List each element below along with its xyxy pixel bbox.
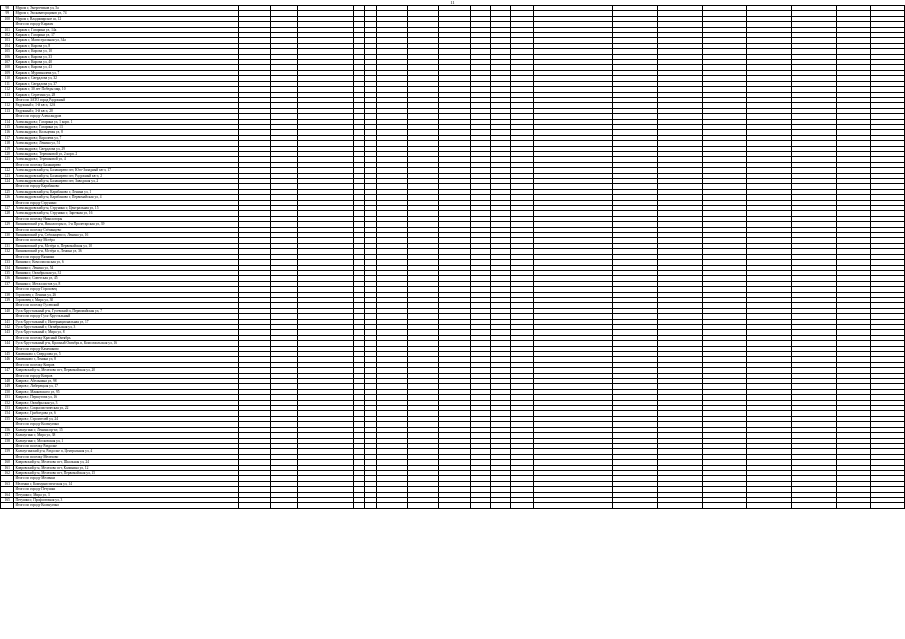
- address-cell: Итого по городу Киржач: [14, 22, 239, 27]
- row-number-cell: 159: [1, 449, 14, 454]
- address-cell: Ковровский р-н, Мелехово пгт, Калинина ул, 12: [14, 465, 239, 470]
- address-cell: Александров г, Ленина ул, 51: [14, 141, 239, 146]
- data-cell: [533, 503, 612, 508]
- row-number-cell: 134: [1, 265, 14, 270]
- page-number: 11: [450, 0, 455, 5]
- address-cell: Итого по городу Меленки: [14, 476, 239, 481]
- address-cell: Вязники г, Металлистов ул, 8: [14, 281, 239, 286]
- row-number-cell: 156: [1, 427, 14, 432]
- row-number-cell: 155: [1, 416, 14, 421]
- row-number-cell: 161: [1, 465, 14, 470]
- data-cell: [407, 503, 438, 508]
- address-cell: Гороховец г, Ленина ул, 26: [14, 292, 239, 297]
- address-cell: Киржач г, Свердлова ул, 37: [14, 81, 239, 86]
- row-number-cell: 100: [1, 16, 14, 21]
- address-cell: Ковров г, Строителей ул, 24: [14, 416, 239, 421]
- row-number-cell: 117: [1, 135, 14, 140]
- housing-register-table: [0, 5, 905, 509]
- row-number-cell: 164: [1, 492, 14, 497]
- data-cell: [657, 503, 702, 508]
- address-cell: Итого по городу Струнино: [14, 200, 239, 205]
- address-cell: Киржач г, Магистральная ул, 34а: [14, 38, 239, 43]
- address-cell: Кольчугино г, Мира ул, 38: [14, 433, 239, 438]
- row-number-cell: 160: [1, 460, 14, 465]
- row-number-cell: 105: [1, 49, 14, 54]
- row-number-cell: 106: [1, 54, 14, 59]
- row-number-cell: 114: [1, 119, 14, 124]
- row-number-cell: 149: [1, 384, 14, 389]
- address-cell: Вязники г, Ленина ул, 54: [14, 265, 239, 270]
- data-cell: [702, 503, 747, 508]
- address-cell: Итого по поселку Раздолье: [14, 443, 239, 448]
- address-cell: Киржач г, Гагарина ул, 14а: [14, 27, 239, 32]
- row-number-cell: 99: [1, 11, 14, 16]
- address-cell: Муром г, Экскаваторщиков ул, 74: [14, 11, 239, 16]
- address-cell: Петушки г, Мира ул, 3: [14, 492, 239, 497]
- data-cell: [511, 503, 533, 508]
- address-cell: Александров г, Терешковой ул, 2 корп. 2: [14, 151, 239, 156]
- address-cell: Александров г, Свердлова ул, 29: [14, 146, 239, 151]
- data-cell: [747, 503, 792, 508]
- address-cell: Гусь-Хрустальный г, Октябрьская ул, 3: [14, 324, 239, 329]
- data-cell: [792, 503, 837, 508]
- table-subtotal-row: [1, 503, 905, 508]
- address-cell: Александровский р-н, Балакирево пгт, Заводская ул, 2: [14, 179, 239, 184]
- row-number-cell: 150: [1, 389, 14, 394]
- address-cell: Итого по поселку Мстёра: [14, 238, 239, 243]
- data-cell: [837, 503, 871, 508]
- data-cell: [871, 503, 905, 508]
- row-number-cell: 137: [1, 281, 14, 286]
- address-cell: Ковров г, Абельмана ул, 98: [14, 379, 239, 384]
- address-cell: Ковров г, Октябрьская ул, 3: [14, 400, 239, 405]
- address-cell: Камешково г, Ленина ул, 8: [14, 357, 239, 362]
- address-cell: Итого по поселку Стёпанцево: [14, 227, 239, 232]
- address-cell: Ковровский р-н, Мелехово пгт, Первомайская ул, 15: [14, 470, 239, 475]
- row-number-cell: 122: [1, 168, 14, 173]
- address-cell: Александров г, Гагарина ул, 1 корп. 1: [14, 119, 239, 124]
- row-number-cell: 98: [1, 6, 14, 11]
- address-cell: Вязниковский р-н, Мстёра п, Первомайская ул, 10: [14, 243, 239, 248]
- row-number-cell: 112: [1, 87, 14, 92]
- row-number-cell: 104: [1, 43, 14, 48]
- row-number-cell: 125: [1, 189, 14, 194]
- address-cell: Итого по городу Камешково: [14, 346, 239, 351]
- row-number-cell: 116: [1, 130, 14, 135]
- address-cell: Гусь-Хрустальный р-н, Красный Октябрь п, Комсомольская ул, 16: [14, 341, 239, 346]
- row-number-cell: 107: [1, 60, 14, 65]
- address-cell: Итого по поселку Никологоры: [14, 216, 239, 221]
- address-cell: Муром г, Владимирское ш, 12: [14, 16, 239, 21]
- row-number-cell: 154: [1, 411, 14, 416]
- row-number-cell: 145: [1, 352, 14, 357]
- row-number-cell: 109: [1, 70, 14, 75]
- row-number-cell: 103: [1, 38, 14, 43]
- row-number-cell: 129: [1, 222, 14, 227]
- address-cell: Ковров г, Социалистическая ул, 22: [14, 406, 239, 411]
- row-number-cell: 144: [1, 341, 14, 346]
- address-cell: Вязники г, Комсомольская ул, 6: [14, 260, 239, 265]
- address-cell: Александровский р-н, Карабаново г, Ленина ул, 1: [14, 189, 239, 194]
- address-cell: Киржач г, Кирова ул, 8: [14, 43, 239, 48]
- row-number-cell: 123: [1, 173, 14, 178]
- row-number-cell: 141: [1, 319, 14, 324]
- data-cell: [612, 503, 657, 508]
- address-cell: Александровский р-н, Струнино г, Центральная ул, 15: [14, 206, 239, 211]
- row-number-cell: 136: [1, 276, 14, 281]
- address-cell: Итого по городу Гороховец: [14, 287, 239, 292]
- data-cell: [470, 503, 490, 508]
- address-cell: Ковров г, Грибоедова ул, 6: [14, 411, 239, 416]
- address-cell: Киржач г, Кирова ул, 43: [14, 65, 239, 70]
- address-cell: Ковров г, Першутова ул, 16: [14, 395, 239, 400]
- address-cell: Кольчугинский р-н, Раздолье п, Центральная ул, 4: [14, 449, 239, 454]
- row-number-cell: 113: [1, 92, 14, 97]
- row-number-cell: 120: [1, 151, 14, 156]
- address-cell: Кольчугино г, Ленина пр-кт, 15: [14, 427, 239, 432]
- address-cell: Александров г, Терешковой ул, 4: [14, 157, 239, 162]
- address-cell: Киржач г, Мургиналева ул, 7: [14, 70, 239, 75]
- address-cell: Киржач г, Кирова ул, 40: [14, 60, 239, 65]
- address-cell: Александров г, Королева ул, 7: [14, 135, 239, 140]
- address-cell: Александровский р-н, Струнино г, Заречная ул, 16: [14, 211, 239, 216]
- row-number-cell: 102: [1, 33, 14, 38]
- address-cell: Итого по городу Ковров: [14, 373, 239, 378]
- row-number-cell: 124: [1, 179, 14, 184]
- address-cell: Вязниковский р-н, Стёпанцево п, Ленина ул, 16: [14, 233, 239, 238]
- address-cell: Александров г, Гагарина ул, 13: [14, 124, 239, 129]
- data-cell: [491, 503, 511, 508]
- address-cell: Ковровский р-н, Мелехово пгт, Первомайская ул, 20: [14, 368, 239, 373]
- row-number-cell: 111: [1, 81, 14, 86]
- address-cell: Киржач г, Гагарина ул, 17: [14, 33, 239, 38]
- row-number-cell: 148: [1, 379, 14, 384]
- address-cell: Итого по городу Гусь-Хрустальный: [14, 314, 239, 319]
- address-cell: Вязниковский р-н, Никологоры п, 1-я Пролетарская ул, 39: [14, 222, 239, 227]
- data-cell: [297, 503, 353, 508]
- row-number-cell: 112: [1, 103, 14, 108]
- row-number-cell: 146: [1, 357, 14, 362]
- row-number-cell: 133: [1, 260, 14, 265]
- address-cell: Гусь-Хрустальный г, Интернациональная ул, 17: [14, 319, 239, 324]
- data-cell: [270, 503, 297, 508]
- address-cell: Ковровский р-н, Мелехово пгт, Школьная ул, 24: [14, 460, 239, 465]
- row-number-cell: 127: [1, 206, 14, 211]
- data-cell: [239, 503, 270, 508]
- row-number-cell: 147: [1, 368, 14, 373]
- row-number-cell: 115: [1, 124, 14, 129]
- address-cell: Итого по городу Карабаново: [14, 184, 239, 189]
- data-cell: [354, 503, 365, 508]
- row-number-cell: 128: [1, 211, 14, 216]
- row-number-cell: 153: [1, 406, 14, 411]
- address-cell: Гусь-Хрустальный р-н, Гусевский п, Первомайская ул, 7: [14, 308, 239, 313]
- data-cell: [439, 503, 470, 508]
- address-cell: Киржач г, Кирова ул, 33: [14, 54, 239, 59]
- row-number-cell: 151: [1, 395, 14, 400]
- row-number-cell: 113: [1, 108, 14, 113]
- row-number-cell: 121: [1, 157, 14, 162]
- address-cell: Радужный г, 3-й кв-л, 20: [14, 108, 239, 113]
- address-cell: Киржач г, Серегина ул, 28: [14, 92, 239, 97]
- row-number-cell: 140: [1, 308, 14, 313]
- address-cell: Итого по городу Вязники: [14, 254, 239, 259]
- address-cell: Киржач г, Свердлова ул, 32: [14, 76, 239, 81]
- address-cell: Итого по городу Кольчугино: [14, 422, 239, 427]
- address-cell: Итого по поселку Балакирево: [14, 162, 239, 167]
- address-cell: Итого по поселку Ковров: [14, 362, 239, 367]
- address-cell: Итого по поселку Мелехово: [14, 454, 239, 459]
- address-cell: Радужный г, 1-й кв-л, 12А: [14, 103, 239, 108]
- address-cell: Кольчугино г, Московская ул, 1: [14, 438, 239, 443]
- row-number-cell: 110: [1, 76, 14, 81]
- row-number-cell: 135: [1, 270, 14, 275]
- address-cell: Итого по городу Петушки: [14, 487, 239, 492]
- address-cell: Гороховец г, Мира ул, 30: [14, 297, 239, 302]
- row-number-cell: [1, 503, 14, 508]
- row-number-cell: 139: [1, 297, 14, 302]
- row-number-cell: 131: [1, 243, 14, 248]
- data-cell: [365, 503, 376, 508]
- address-cell: Вязники г, Советская ул, 45: [14, 276, 239, 281]
- row-number-cell: 142: [1, 324, 14, 329]
- row-number-cell: 132: [1, 249, 14, 254]
- address-cell: Итого по поселку Красный Октябрь: [14, 335, 239, 340]
- address-cell: Вязниковский р-н, Мстёра п, Ленина ул, 36: [14, 249, 239, 254]
- address-cell: Итого по поселку Гусевский: [14, 303, 239, 308]
- row-number-cell: 143: [1, 330, 14, 335]
- address-cell: Ковров г, Маяковского ул, 95: [14, 389, 239, 394]
- address-cell: Итого по ЗАТО город Радужный: [14, 97, 239, 102]
- address-cell: Меленки г, Коммунистическая ул, 14: [14, 481, 239, 486]
- address-cell: Киржач г, Кирова ул, 10: [14, 49, 239, 54]
- address-cell: Муром г, Энергетиков ул, 5а: [14, 6, 239, 11]
- address-cell: Александровский р-н, Карабаново г, Первомайская ул, 4: [14, 195, 239, 200]
- row-number-cell: 126: [1, 195, 14, 200]
- address-cell: Александровский р-н, Балакирево пгт, Юго-Западный кв-л, 17: [14, 168, 239, 173]
- address-cell: Ковров г, Либерецкая ул, 17: [14, 384, 239, 389]
- address-cell: Итого по городу Кольчугино: [14, 503, 239, 508]
- row-number-cell: 118: [1, 141, 14, 146]
- row-number-cell: 165: [1, 497, 14, 502]
- address-cell: Итого по городу Александров: [14, 114, 239, 119]
- row-number-cell: 130: [1, 233, 14, 238]
- address-cell: Александровский р-н, Балакирево пгт, Радужный кв-л, 2: [14, 173, 239, 178]
- row-number-cell: 157: [1, 433, 14, 438]
- address-cell: Петушки г, Профсоюзная ул, 3: [14, 497, 239, 502]
- row-number-cell: 138: [1, 292, 14, 297]
- address-cell: Камешково г, Свердлова ул, 5: [14, 352, 239, 357]
- row-number-cell: 119: [1, 146, 14, 151]
- address-cell: Александров г, Кольцевая ул, 8: [14, 130, 239, 135]
- data-cell: [376, 503, 407, 508]
- address-cell: Вязники г, Октябрьская ул, 31: [14, 270, 239, 275]
- row-number-cell: 158: [1, 438, 14, 443]
- row-number-cell: 163: [1, 481, 14, 486]
- address-cell: Киржач г, 30 лет Победы мкр, 10: [14, 87, 239, 92]
- row-number-cell: 152: [1, 400, 14, 405]
- address-cell: Гусь-Хрустальный г, Мира ул, 8: [14, 330, 239, 335]
- row-number-cell: 108: [1, 65, 14, 70]
- row-number-cell: 101: [1, 27, 14, 32]
- row-number-cell: 162: [1, 470, 14, 475]
